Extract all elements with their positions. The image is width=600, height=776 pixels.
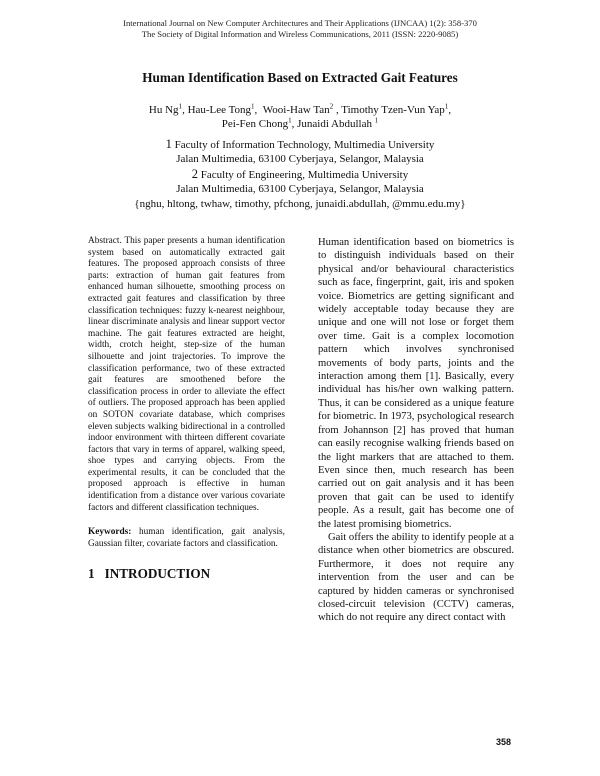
affiliation-name: Faculty of Information Technology, Multimedia University xyxy=(174,139,435,151)
keywords xyxy=(88,527,285,550)
affiliation-1 xyxy=(0,137,600,152)
journal-line-1: International Journal on New Computer Architectures and Their Applications (IJNCAA) 1(2): 358-370 xyxy=(123,18,477,28)
keywords-label: Keywords: xyxy=(88,527,132,538)
abstract-label: Abstract. xyxy=(88,236,122,246)
affiliation-address: Jalan Multimedia, 63100 Cyberjaya, Selangor, Malaysia xyxy=(176,153,424,166)
author-name: Junaidi Abdullah xyxy=(297,118,372,130)
journal-header xyxy=(0,18,600,39)
author-name: Hau-Lee Tong xyxy=(187,104,252,116)
author-line-1: Hu Ng$^1$, Hau-Lee Tong$^1$, Wooi-Haw Tan$^2$ , Timothy Tzen-Vun Yap$^1$, xyxy=(148,102,452,116)
affiliation-name: Faculty of Engineering, Multimedia University xyxy=(200,168,409,181)
page-number: 358 xyxy=(496,737,512,747)
intro-paragraph-1: Human identification based on biometrics is to distinguish individuals based on their physical and/or behavioural characteristics such as face, fingerprint, gait, iris and spoken voice. Biometrics are getting significant and widely acceptable today because they are unique and one will not lose or forget them over time. Gait is a complex locomotion pattern which involves synchronised movements of body parts, joints and the interaction among them [1]. Basically, every individual has his/her own walking pattern. Thus, it can be considered as a unique feature for biometric. In 1973, psychological research from Johannson [2] has proved that human can easily recognise walking friends based on the light markers that are attached to them. Even since then, much research has been carried out on gait analysis and it has been proven that gait can be used to identify people. As a result, gait has become one of the latest promising biometrics. xyxy=(318,237,514,530)
author-name: Timothy Tzen-Vun Yap xyxy=(341,104,445,116)
section-number: 1 xyxy=(88,566,95,582)
abstract-text: This paper presents a human identification system based on automatically extracted gait features. The proposed approach consists of three parts: extraction of human gait features from enhanced human silhouette, smoothing process on extracted gait features and classification by three classification techniques: fuzzy k-nearest neighbour, linear discriminate analysis and linear support vector machine. The gait features extracted are height, width, crotch height, step-size of the human silhouette and joint trajectories. To improve the classification performance, two of these extracted gait features are smoothened before the classification process in order to alleviate the effect of outliers. The proposed approach has been applied on SOTON covariate database, which comprises eleven subjects walking bidirectional in a controlled indoor environment with thirteen different covariate factors that vary in terms of apparel, walking speed, shoe types and carrying objects. From the experimental results, it can be concluded that the proposed approach is effective in human identification from a distance over various covariate factors and different classification techniques. xyxy=(88,236,286,513)
paper-title: Human Identification Based on Extracted Gait Features xyxy=(142,70,458,85)
author-affil-mark: 1 xyxy=(374,116,379,125)
right-column xyxy=(318,236,514,625)
affiliation-number: 1 xyxy=(165,137,172,151)
author-emails: {nghu, hltong, twhaw, timothy, pfchong, junaidi.abdullah, @mmu.edu.my} xyxy=(134,197,466,210)
author-affil-mark: 1 xyxy=(288,116,292,125)
left-column xyxy=(88,236,285,582)
section-title: INTRODUCTION xyxy=(104,566,211,582)
section-heading xyxy=(88,566,285,582)
author-list xyxy=(0,103,600,131)
author-name: Wooi-Haw Tan xyxy=(262,104,330,116)
author-affil-mark: 1 xyxy=(444,102,449,111)
intro-paragraph-2: Gait offers the ability to identify people at a distance when other biometrics are obscured. Furthermore, it does not require any intervention from the user and can be captured by hidden cameras or synchronised closed-circuit television (CCTV) cameras, which do not require any direct contact with xyxy=(318,531,514,624)
author-affil-mark: 1 xyxy=(251,102,255,111)
author-affil-mark: 1 xyxy=(178,102,183,111)
author-name: Pei-Fen Chong xyxy=(221,118,289,130)
journal-line-2: The Society of Digital Information and Wireless Communications, 2011 (ISSN: 2220-9085) xyxy=(141,28,459,39)
abstract xyxy=(88,236,285,514)
affiliation-number: 2 xyxy=(191,166,199,181)
keywords-text: human identification, gait analysis, Gaussian filter, covariate factors and classification. xyxy=(88,527,285,549)
author-line-2: Pei-Fen Chong$^1$, Junaidi Abdullah $^1$ xyxy=(221,116,379,130)
author-name: Hu Ng xyxy=(148,104,179,116)
author-affil-mark: 2 xyxy=(329,102,334,111)
affiliation-2 xyxy=(0,167,600,182)
affiliation-address: Jalan Multimedia, 63100 Cyberjaya, Selangor, Malaysia xyxy=(176,183,424,196)
affiliations xyxy=(0,137,600,211)
